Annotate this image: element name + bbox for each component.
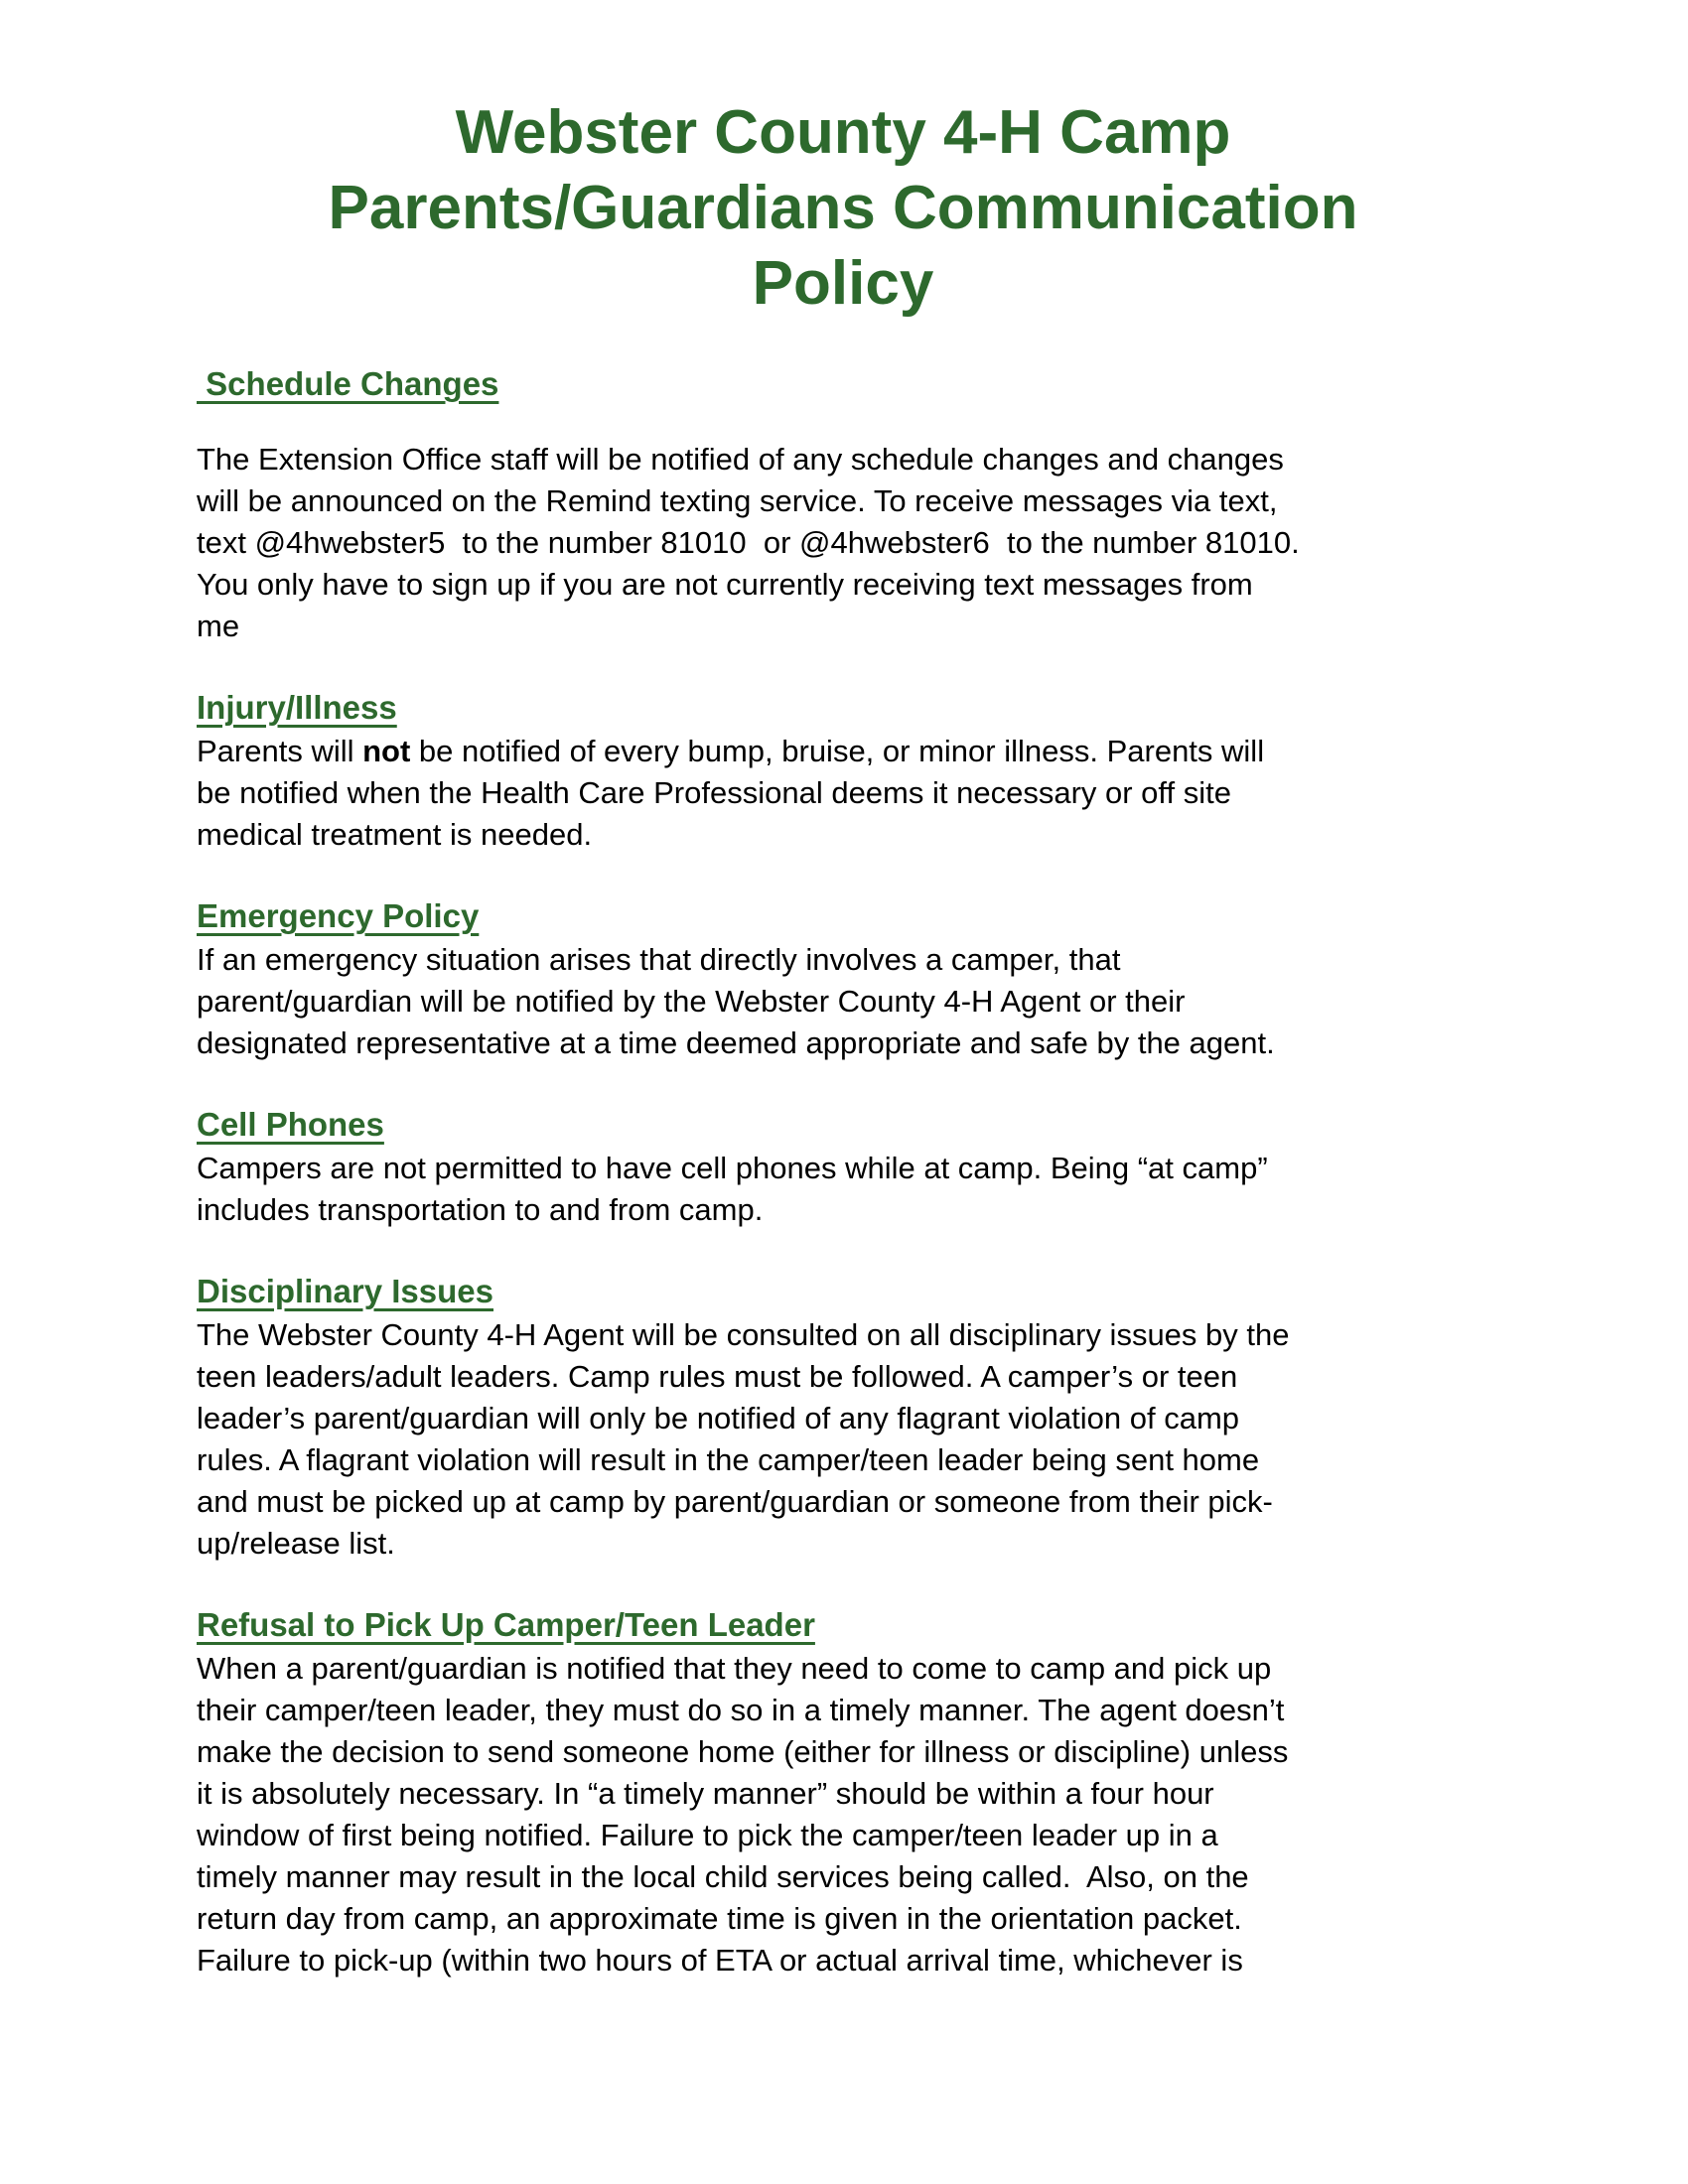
disciplinary-issues-heading-text: Disciplinary Issues xyxy=(197,1273,493,1309)
disciplinary-issues-heading xyxy=(197,1271,1489,1312)
refusal-to-pick-up-paragraph xyxy=(197,1648,1489,1981)
refusal-to-pick-up-heading xyxy=(197,1604,1489,1646)
paragraph-line: me xyxy=(197,609,240,643)
paragraph-line: and must be picked up at camp by parent/guardian or someone from their pick- xyxy=(197,1484,1273,1519)
schedule-changes-heading-text: Schedule Changes xyxy=(197,365,499,402)
paragraph-line: rules. A flagrant violation will result in the camper/teen leader being sent home xyxy=(197,1442,1260,1477)
cell-phones-heading-text: Cell Phones xyxy=(197,1106,384,1143)
emergency-policy-paragraph xyxy=(197,939,1489,1064)
cell-phones-paragraph xyxy=(197,1148,1489,1231)
paragraph-line: up/release list. xyxy=(197,1526,395,1561)
section-emergency-policy xyxy=(197,895,1489,1064)
injury-illness-paragraph xyxy=(197,731,1489,856)
injury-illness-heading-text: Injury/Illness xyxy=(197,689,397,726)
cell-phones-heading xyxy=(197,1104,1489,1146)
paragraph-line: designated representative at a time deemed appropriate and safe by the agent. xyxy=(197,1025,1275,1060)
injury-illness-heading xyxy=(197,687,1489,729)
emergency-policy-heading-text: Emergency Policy xyxy=(197,897,480,934)
document-title xyxy=(197,95,1489,322)
paragraph-line: The Extension Office staff will be notified of any schedule changes and changes xyxy=(197,442,1284,477)
paragraph-line: If an emergency situation arises that directly involves a camper, that xyxy=(197,942,1121,977)
title-line-2: Parents/Guardians Communication xyxy=(328,174,1358,242)
paragraph-line: will be announced on the Remind texting service. To receive messages via text, xyxy=(197,483,1278,518)
paragraph-line: be notified when the Health Care Professional deems it necessary or off site xyxy=(197,775,1231,810)
line-segment-bold: not xyxy=(362,734,411,768)
refusal-to-pick-up-heading-text: Refusal to Pick Up Camper/Teen Leader xyxy=(197,1606,815,1643)
schedule-changes-heading xyxy=(197,363,1489,405)
paragraph-line xyxy=(197,731,1489,772)
paragraph-line: parent/guardian will be notified by the Webster County 4-H Agent or their xyxy=(197,984,1186,1019)
emergency-policy-heading xyxy=(197,895,1489,937)
paragraph-line: return day from camp, an approximate time is given in the orientation packet. xyxy=(197,1901,1242,1936)
section-schedule-changes xyxy=(197,363,1489,647)
title-line-1: Webster County 4-H Camp xyxy=(455,98,1231,167)
section-injury-illness xyxy=(197,687,1489,856)
paragraph-line: When a parent/guardian is notified that they need to come to camp and pick up xyxy=(197,1651,1272,1686)
paragraph-line: medical treatment is needed. xyxy=(197,817,593,852)
paragraph-line: Campers are not permitted to have cell phones while at camp. Being “at camp” xyxy=(197,1151,1268,1185)
paragraph-line: window of first being notified. Failure to pick the camper/teen leader up in a xyxy=(197,1818,1218,1852)
paragraph-line: You only have to sign up if you are not currently receiving text messages from xyxy=(197,567,1253,602)
section-cell-phones xyxy=(197,1104,1489,1231)
section-refusal-to-pick-up xyxy=(197,1604,1489,1981)
paragraph-line: timely manner may result in the local child services being called. Also, on the xyxy=(197,1859,1249,1894)
paragraph-line: Failure to pick-up (within two hours of ETA or actual arrival time, whichever is xyxy=(197,1943,1243,1978)
section-disciplinary-issues xyxy=(197,1271,1489,1565)
paragraph-line: make the decision to send someone home (either for illness or discipline) unless xyxy=(197,1734,1289,1769)
paragraph-line: The Webster County 4-H Agent will be consulted on all disciplinary issues by the xyxy=(197,1317,1290,1352)
paragraph-line: it is absolutely necessary. In “a timely manner” should be within a four hour xyxy=(197,1776,1214,1811)
schedule-changes-paragraph xyxy=(197,439,1489,647)
paragraph-line: teen leaders/adult leaders. Camp rules must be followed. A camper’s or teen xyxy=(197,1359,1238,1394)
line-segment: Parents will xyxy=(197,734,363,768)
paragraph-line: includes transportation to and from camp. xyxy=(197,1192,764,1227)
paragraph-line: leader’s parent/guardian will only be notified of any flagrant violation of camp xyxy=(197,1401,1240,1435)
paragraph-line: their camper/teen leader, they must do so in a timely manner. The agent doesn’t xyxy=(197,1693,1285,1727)
paragraph-line: text @4hwebster5 to the number 81010 or @4hwebster6 to the number 81010. xyxy=(197,525,1300,560)
line-segment: be notified of every bump, bruise, or minor illness. Parents will xyxy=(410,734,1265,768)
disciplinary-issues-paragraph xyxy=(197,1314,1489,1565)
title-line-3: Policy xyxy=(752,249,934,318)
